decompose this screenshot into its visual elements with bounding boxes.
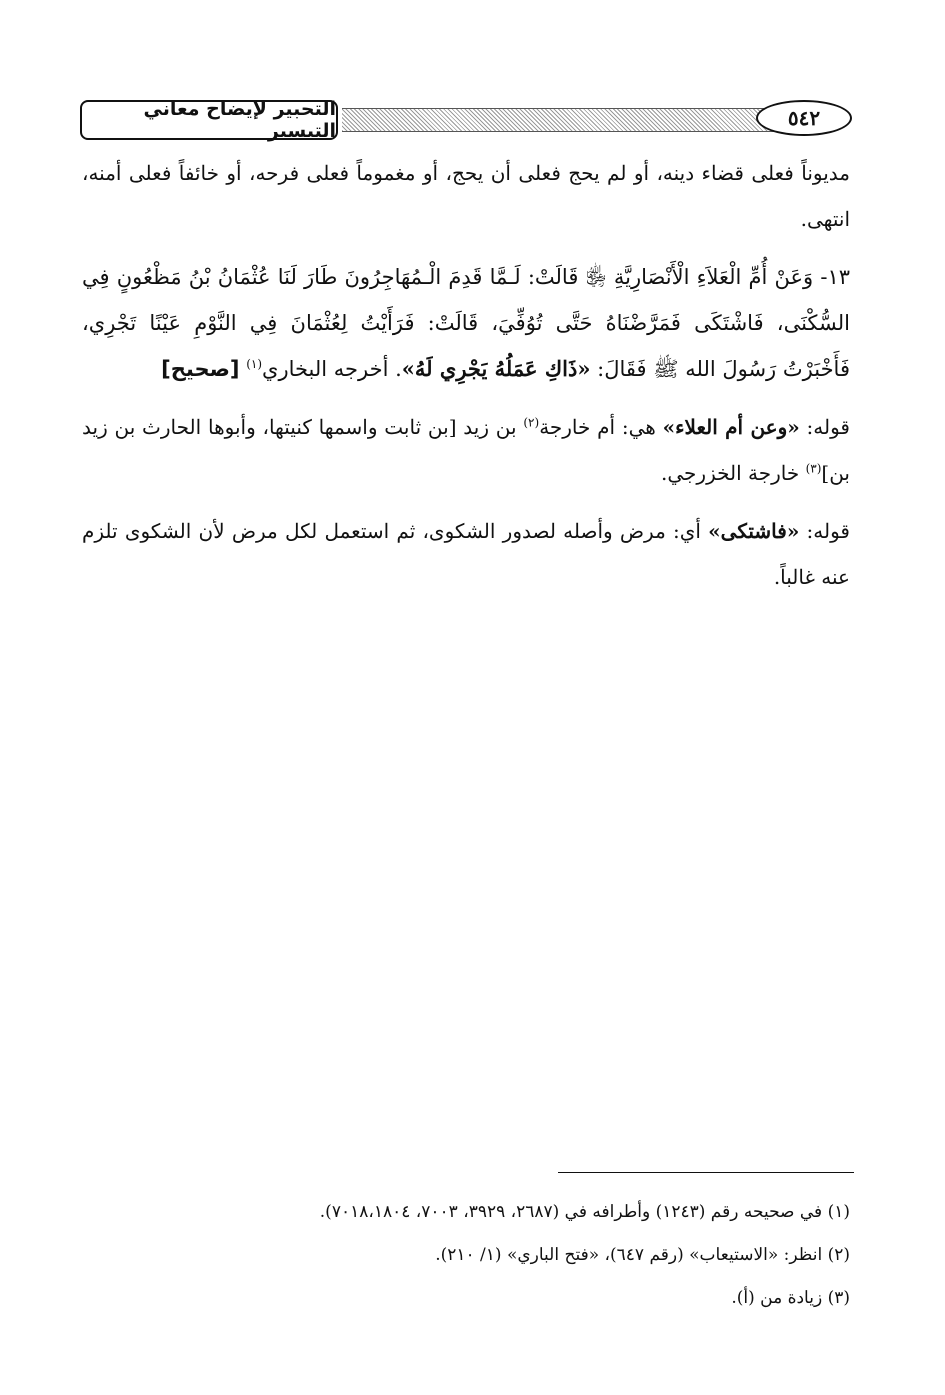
footnote-separator bbox=[558, 1172, 854, 1173]
commentary-lead: قوله: bbox=[799, 415, 850, 439]
commentary-term: «فاشتكى» bbox=[708, 519, 800, 543]
page-header bbox=[80, 98, 852, 148]
commentary-text: أي: مرض وأصله لصدور الشكوى، ثم استعمل لكل مرض لأن الشكوى تلزم عنه غالباً. bbox=[82, 519, 850, 589]
book-title: التحبير لإيضاح معاني التيسير bbox=[80, 100, 338, 140]
main-text bbox=[82, 150, 850, 612]
footnote-1: (١) في صحيحه رقم (١٢٤٣) وأطرافه في (٢٦٨٧، ٣٩٢٩، ٧٠٠٣، ٧٠١٨،١٨٠٤). bbox=[319, 1202, 850, 1222]
header-rule bbox=[342, 108, 792, 132]
paragraph-continuation: مديوناً فعلى قضاء دينه، أو لم يحج فعلى أن يحج، أو مغموماً فعلى فرحه، أو خائفاً فعلى أمنه، انتهى. bbox=[82, 161, 850, 231]
hadith-paragraph bbox=[82, 254, 850, 392]
hadith-text: ١٣- وَعَنْ أُمِّ الْعَلاَءِ الْأَنْصَارِيَّةِ ﵂ قَالَتْ: لَـمَّا قَدِمَ الْـمُهَاجِرُونَ طَارَ لَنَا عُثْمَانُ بْنُ مَظْعُونٍ فِي السُّكْنَى، فَاشْتَكَى فَمَرَّضْنَاهُ حَتَّى تُوُفِّيَ، قَالَتْ: فَرَأَيْتُ لِعُثْمَانَ فِي النَّوْمِ عَيْنًا تَجْرِي، فَأَخْبَرْتُ رَسُولَ الله ﷺ فَقَالَ: bbox=[82, 265, 850, 381]
commentary-paragraph-2 bbox=[82, 508, 850, 600]
page-number: ٥٤٢ bbox=[756, 100, 852, 136]
commentary-text-3: خارجة الخزرجي. bbox=[661, 461, 806, 485]
footnote-ref-2: (٢) bbox=[523, 415, 540, 430]
footnote-ref-3: (٣) bbox=[805, 461, 822, 476]
hadith-quote: «ذَاكِ عَمَلُهُ يَجْرِي لَهُ» bbox=[401, 356, 591, 381]
footnote-2: (٢) انظر: «الاستيعاب» (رقم ٦٤٧)، «فتح الباري» (١/ ٢١٠). bbox=[435, 1245, 850, 1265]
commentary-term: «وعن أم العلاء» bbox=[662, 415, 800, 439]
footnote-3: (٣) زيادة من (أ). bbox=[731, 1288, 850, 1308]
commentary-paragraph-1 bbox=[82, 404, 850, 496]
footnote-ref-1: (١) bbox=[246, 357, 263, 371]
commentary-text-1: هي: أم خارجة bbox=[539, 415, 663, 439]
hadith-grade: [صحيح] bbox=[161, 357, 240, 381]
commentary-text-2: بن زيد [بن ثابت واسمها كنيتها، وأبوها الحارث بن زيد بن] bbox=[82, 415, 850, 485]
hadith-source: . أخرجه البخاري bbox=[262, 357, 402, 381]
commentary-lead: قوله: bbox=[799, 519, 850, 543]
footnotes bbox=[82, 1200, 850, 1329]
